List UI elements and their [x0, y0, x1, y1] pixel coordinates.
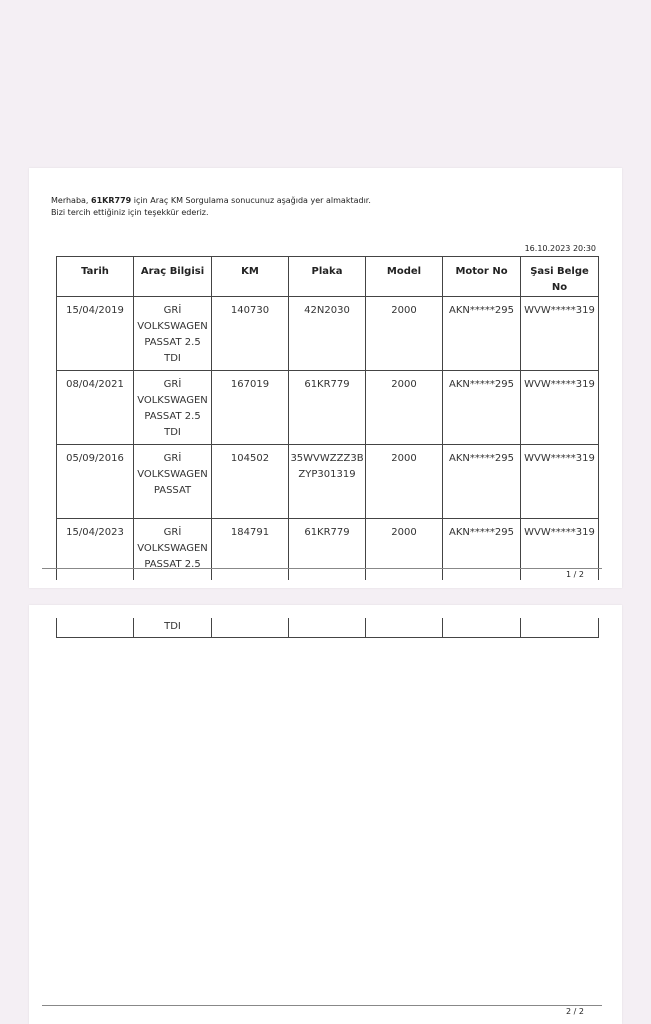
cell-engine-no — [443, 618, 521, 638]
cell-model — [366, 618, 443, 638]
cell-chassis-no: WVW*****319 — [521, 519, 599, 581]
cell-km: 140730 — [212, 297, 289, 371]
page-number: 2 / 2 — [566, 1007, 584, 1016]
header-date: Tarih — [57, 257, 134, 297]
header-vehicle-info: Araç Bilgisi — [134, 257, 212, 297]
cell-date — [57, 618, 134, 638]
cell-model: 2000 — [366, 445, 443, 519]
cell-model: 2000 — [366, 297, 443, 371]
page-footer-divider — [42, 568, 602, 569]
greeting-word: Merhaba, — [51, 196, 89, 205]
table-row — [57, 445, 599, 519]
header-model: Model — [366, 257, 443, 297]
cell-plate: 61KR779 — [289, 371, 366, 445]
cell-engine-no: AKN*****295 — [443, 519, 521, 581]
thanks-line: Bizi tercih ettiğiniz için teşekkür ederiz. — [51, 208, 209, 217]
cell-engine-no: AKN*****295 — [443, 445, 521, 519]
cell-km: 184791 — [212, 519, 289, 581]
header-engine-no: Motor No — [443, 257, 521, 297]
cell-chassis-no: WVW*****319 — [521, 371, 599, 445]
cell-chassis-no: WVW*****319 — [521, 297, 599, 371]
greeting-rest: için Araç KM Sorgulama sonucunuz aşağıda yer almaktadır. — [133, 196, 371, 205]
cell-model: 2000 — [366, 519, 443, 581]
cell-chassis-no — [521, 618, 599, 638]
cell-km: 167019 — [212, 371, 289, 445]
table-row — [57, 519, 599, 581]
greeting-line — [51, 195, 371, 207]
header-chassis-no: Şasi Belge No — [521, 257, 599, 297]
page-footer-divider — [42, 1005, 602, 1006]
cell-vehicle-info: TDI — [134, 618, 212, 638]
pdf-page-1 — [29, 168, 622, 588]
km-history-table-continued — [56, 618, 599, 638]
header-plate: Plaka — [289, 257, 366, 297]
cell-date: 15/04/2023 — [57, 519, 134, 581]
table-row — [57, 297, 599, 371]
cell-vehicle-info: GRİ VOLKSWAGEN PASSAT 2.5 TDI — [134, 297, 212, 371]
cell-date: 08/04/2021 — [57, 371, 134, 445]
page-number: 1 / 2 — [566, 570, 584, 579]
cell-vehicle-info: GRİ VOLKSWAGEN PASSAT 2.5 — [134, 519, 212, 581]
cell-model: 2000 — [366, 371, 443, 445]
cell-date: 15/04/2019 — [57, 297, 134, 371]
cell-chassis-no: WVW*****319 — [521, 445, 599, 519]
cell-engine-no: AKN*****295 — [443, 371, 521, 445]
report-timestamp: 16.10.2023 20:30 — [524, 244, 596, 253]
cell-km — [212, 618, 289, 638]
cell-plate: 61KR779 — [289, 519, 366, 581]
cell-vehicle-info: GRİ VOLKSWAGEN PASSAT 2.5 TDI — [134, 371, 212, 445]
table-row — [57, 618, 599, 638]
table-row — [57, 371, 599, 445]
km-history-table — [56, 256, 599, 580]
table-header-row — [57, 257, 599, 297]
cell-plate: 42N2030 — [289, 297, 366, 371]
header-km: KM — [212, 257, 289, 297]
cell-plate — [289, 618, 366, 638]
cell-date: 05/09/2016 — [57, 445, 134, 519]
cell-vehicle-info: GRİ VOLKSWAGEN PASSAT — [134, 445, 212, 519]
plate-highlight: 61KR779 — [91, 196, 132, 205]
cell-km: 104502 — [212, 445, 289, 519]
cell-plate: 35WVWZZZ3BZYP301319 — [289, 445, 366, 519]
pdf-page-2 — [29, 605, 622, 1024]
cell-engine-no: AKN*****295 — [443, 297, 521, 371]
